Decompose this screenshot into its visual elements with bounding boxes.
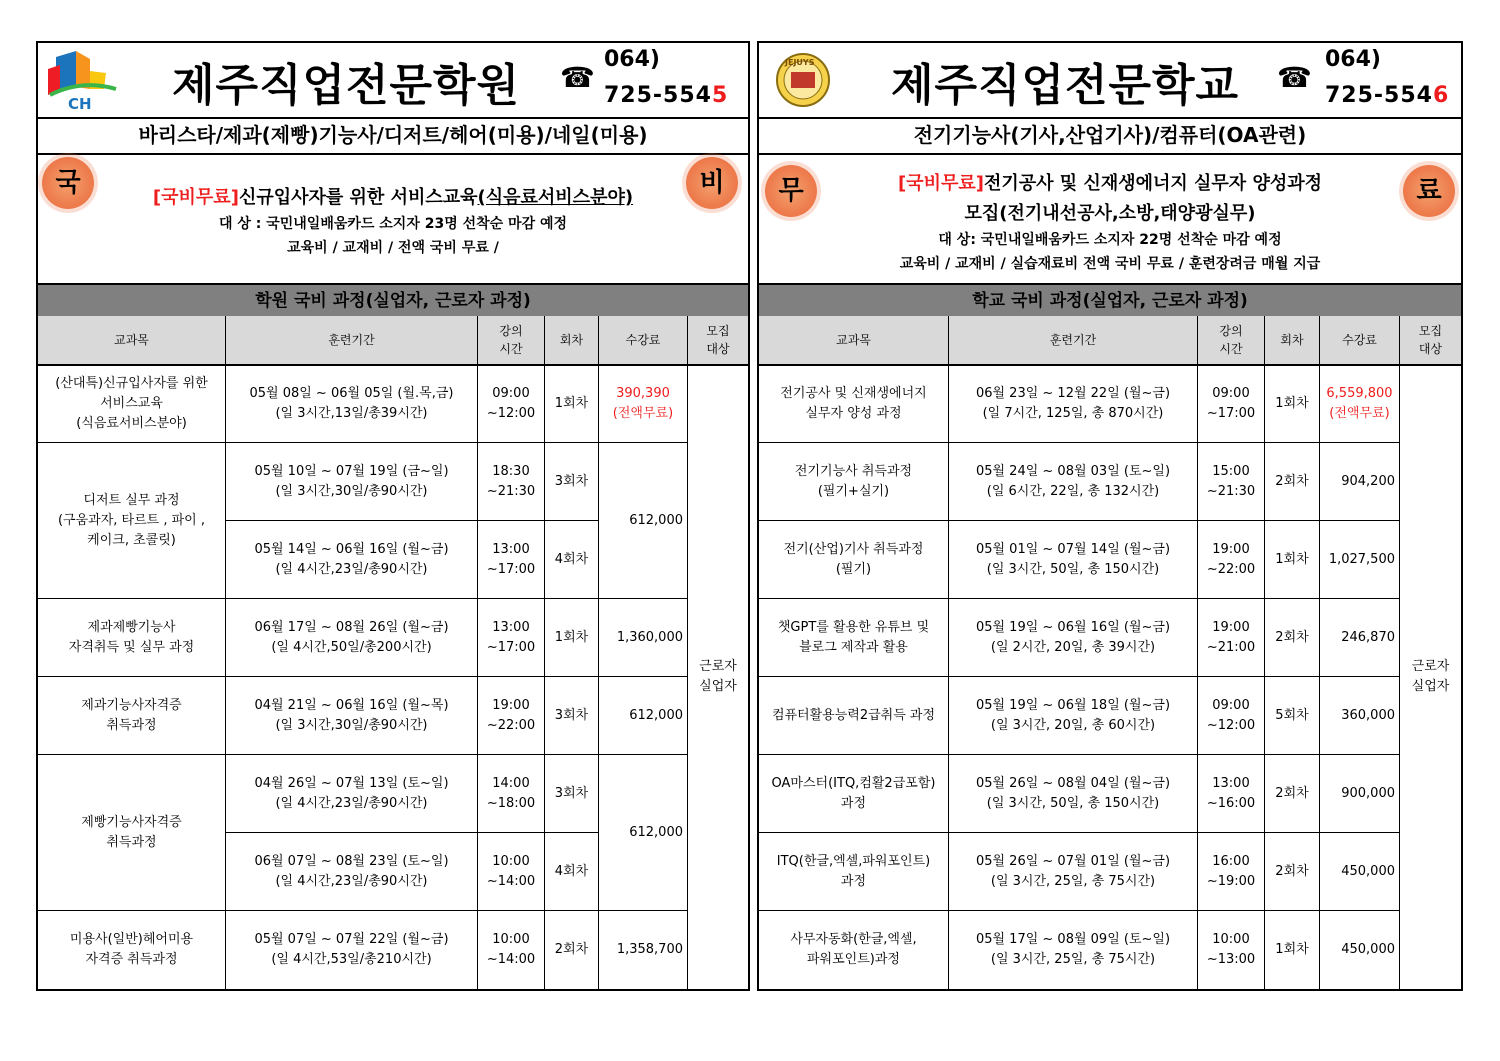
class-time: 19:00 ~22:00 xyxy=(478,677,545,755)
recruit-target: 근로자 실업자 xyxy=(1411,659,1450,694)
school-header xyxy=(759,43,1461,119)
training-period: 05월 19일 ~ 06월 18일 (월~금) (일 3시간, 20일, 총 60시간) xyxy=(949,677,1198,755)
course-name: 챗GPT를 활용한 유튜브 및 블로그 제작과 활용 xyxy=(759,599,949,677)
class-time: 13:00 ~16:00 xyxy=(1198,755,1265,833)
course-name: OA마스터(ITQ,컴활2급포함) 과정 xyxy=(759,755,949,833)
round: 2회차 xyxy=(1265,443,1320,521)
course-name: 전기(산업)기사 취득과정 (필기) xyxy=(759,521,949,599)
round: 5회차 xyxy=(1265,677,1320,755)
col-round: 회차 xyxy=(1265,316,1320,364)
course-name: 제과기능사자격증 취득과정 xyxy=(38,677,226,755)
class-time: 09:00 ~17:00 xyxy=(1198,365,1265,443)
class-time: 18:30 ~21:30 xyxy=(478,443,545,521)
promo-target: 대 상: 국민내일배움카드 소지자 22명 선착순 마감 예정 xyxy=(938,232,1282,248)
col-fee: 수강료 xyxy=(1320,316,1400,364)
round: 4회차 xyxy=(545,521,599,599)
round: 4회차 xyxy=(545,833,599,911)
class-time: 13:00 ~17:00 xyxy=(478,521,545,599)
class-time: 14:00 ~18:00 xyxy=(478,755,545,833)
col-round: 회차 xyxy=(545,316,599,364)
round: 2회차 xyxy=(1265,833,1320,911)
svg-text:CH: CH xyxy=(68,95,92,111)
school-promo xyxy=(759,153,1461,283)
academy-column-headers xyxy=(38,316,748,366)
course-name: 사무자동화(한글,엑셀, 파워포인트)과정 xyxy=(759,911,949,989)
training-period: 05월 19일 ~ 06월 16일 (월~금) (일 2시간, 20일, 총 39시간) xyxy=(949,599,1198,677)
ch-logo xyxy=(46,49,118,111)
school-panel xyxy=(757,41,1463,991)
burst-badge-left: 국 xyxy=(42,157,94,209)
tuition-fee: 6,559,800 (전액무료) xyxy=(1320,365,1400,443)
academy-subtitle: 바리스타/제과(제빵)기능사/디저트/헤어(미용)/네일(미용) xyxy=(38,117,748,155)
training-period: 05월 14일 ~ 06월 16일 (월~금) (일 4시간,23일/총90시간) xyxy=(226,521,478,599)
tuition-fee: 612,000 xyxy=(599,755,688,911)
burst-badge-right: 비 xyxy=(686,157,738,209)
tuition-fee: 450,000 xyxy=(1320,911,1400,989)
jejuys-emblem-logo xyxy=(767,49,839,111)
promo-subline: 모집(전기내선공사,소방,태양광실무) xyxy=(964,203,1256,224)
col-time: 강의 시간 xyxy=(1198,316,1265,364)
tuition-fee: 450,000 xyxy=(1320,833,1400,911)
class-time: 09:00 ~12:00 xyxy=(478,365,545,443)
training-period: 04월 21일 ~ 06월 16일 (월~목) (일 3시간,30일/총90시간) xyxy=(226,677,478,755)
tuition-fee: 904,200 xyxy=(1320,443,1400,521)
phone-number: 725-5545 xyxy=(604,83,729,108)
training-period: 05월 01일 ~ 07월 14일 (월~금) (일 3시간, 50일, 총 150시간) xyxy=(949,521,1198,599)
training-period: 06월 23일 ~ 12월 22일 (월~금) (일 7시간, 125일, 총 870시간) xyxy=(949,365,1198,443)
round: 3회차 xyxy=(545,443,599,521)
promo-headline: [국비무료]신규입사자를 위한 서비스교육(식음료서비스분야) xyxy=(152,187,634,208)
academy-header xyxy=(38,43,748,119)
tuition-fee: 1,360,000 xyxy=(599,599,688,677)
training-period: 05월 08일 ~ 06월 05일 (월.목,금) (일 3시간,13일/총39시간) xyxy=(226,365,478,443)
burst-badge-left: 무 xyxy=(765,165,817,217)
col-target: 모집 대상 xyxy=(706,324,730,356)
class-time: 10:00 ~13:00 xyxy=(1198,911,1265,989)
class-time: 09:00 ~12:00 xyxy=(1198,677,1265,755)
col-time: 강의 시간 xyxy=(478,316,545,364)
phone-number: 725-5546 xyxy=(1325,83,1450,108)
course-name: (산대특)신규입사자를 위한 서비스교육 (식음료서비스분야) xyxy=(38,365,226,443)
svg-text:JEJUYS: JEJUYS xyxy=(785,58,815,67)
col-period: 훈련기간 xyxy=(226,316,478,364)
tuition-fee: 246,870 xyxy=(1320,599,1400,677)
tuition-fee: 390,390 (전액무료) xyxy=(599,365,688,443)
training-period: 05월 17일 ~ 08월 09일 (토~일) (일 3시간, 25일, 총 75시간) xyxy=(949,911,1198,989)
col-course: 교과목 xyxy=(759,316,949,364)
col-target: 모집 대상 xyxy=(1418,324,1443,356)
round: 1회차 xyxy=(545,599,599,677)
col-course: 교과목 xyxy=(38,316,226,364)
class-time: 19:00 ~22:00 xyxy=(1198,521,1265,599)
class-time: 10:00 ~14:00 xyxy=(478,833,545,911)
training-period: 05월 10일 ~ 07월 19일 (금~일) (일 3시간,30일/총90시간) xyxy=(226,443,478,521)
promo-cost: 교육비 / 교재비 / 전액 국비 무료 / xyxy=(287,240,499,256)
promo-cost: 교육비 / 교재비 / 실습재료비 전액 국비 무료 / 훈련장려금 매월 지급 xyxy=(899,256,1321,272)
training-period: 05월 07일 ~ 07월 22일 (월~금) (일 4시간,53일/총210시간) xyxy=(226,911,478,989)
academy-panel xyxy=(36,41,750,991)
phone-area: 064) xyxy=(1325,47,1381,72)
class-time: 15:00 ~21:30 xyxy=(1198,443,1265,521)
round: 1회차 xyxy=(545,365,599,443)
promo-headline: [국비무료]전기공사 및 신재생에너지 실무자 양성과정 xyxy=(897,173,1323,194)
school-section-title: 학교 국비 과정(실업자, 근로자 과정) xyxy=(759,283,1461,318)
course-name: 전기기능사 취득과정 (필기+실기) xyxy=(759,443,949,521)
round: 2회차 xyxy=(545,911,599,989)
col-period: 훈련기간 xyxy=(949,316,1198,364)
col-fee: 수강료 xyxy=(599,316,688,364)
class-time: 19:00 ~21:00 xyxy=(1198,599,1265,677)
round: 2회차 xyxy=(1265,755,1320,833)
round: 3회차 xyxy=(545,755,599,833)
training-period: 05월 24일 ~ 08월 03일 (토~일) (일 6시간, 22일, 총 132시간) xyxy=(949,443,1198,521)
phone-area: 064) xyxy=(604,47,660,72)
school-title: 제주직업전문학교 xyxy=(891,60,1240,111)
tuition-fee: 360,000 xyxy=(1320,677,1400,755)
course-name: 제빵기능사자격증 취득과정 xyxy=(38,755,226,911)
tuition-fee: 1,358,700 xyxy=(599,911,688,989)
tuition-fee: 900,000 xyxy=(1320,755,1400,833)
phone-icon: ☎ xyxy=(1277,61,1312,94)
school-column-headers xyxy=(759,316,1461,366)
round: 2회차 xyxy=(1265,599,1320,677)
round: 1회차 xyxy=(1265,521,1320,599)
training-period: 04월 26일 ~ 07월 13일 (토~일) (일 4시간,23일/총90시간) xyxy=(226,755,478,833)
academy-section-title: 학원 국비 과정(실업자, 근로자 과정) xyxy=(38,283,748,318)
tuition-fee: 1,027,500 xyxy=(1320,521,1400,599)
tuition-fee: 612,000 xyxy=(599,443,688,599)
tuition-fee: 612,000 xyxy=(599,677,688,755)
training-period: 06월 17일 ~ 08월 26일 (월~금) (일 4시간,50일/총200시간) xyxy=(226,599,478,677)
course-name: ITQ(한글,엑셀,파워포인트) 과정 xyxy=(759,833,949,911)
training-period: 05월 26일 ~ 08월 04일 (월~금) (일 3시간, 50일, 총 150시간) xyxy=(949,755,1198,833)
promo-target: 대 상 : 국민내일배움카드 소지자 23명 선착순 마감 예정 xyxy=(218,216,568,232)
round: 1회차 xyxy=(1265,911,1320,989)
course-name: 컴퓨터활용능력2급취득 과정 xyxy=(759,677,949,755)
course-name: 미용사(일반)헤어미용 자격증 취득과정 xyxy=(38,911,226,989)
course-name: 디저트 실무 과정 (구움과자, 타르트 , 파이 , 케이크, 초콜릿) xyxy=(38,443,226,599)
academy-title: 제주직업전문학원 xyxy=(172,60,521,111)
recruit-target: 근로자 실업자 xyxy=(699,659,737,694)
academy-promo xyxy=(38,153,748,283)
training-period: 06월 07일 ~ 08월 23일 (토~일) (일 4시간,23일/총90시간) xyxy=(226,833,478,911)
course-name: 전기공사 및 신재생에너지 실무자 양성 과정 xyxy=(759,365,949,443)
class-time: 16:00 ~19:00 xyxy=(1198,833,1265,911)
training-period: 05월 26일 ~ 07월 01일 (월~금) (일 3시간, 25일, 총 75시간) xyxy=(949,833,1198,911)
burst-badge-right: 료 xyxy=(1403,165,1455,217)
phone-icon: ☎ xyxy=(560,61,595,94)
class-time: 13:00 ~17:00 xyxy=(478,599,545,677)
round: 3회차 xyxy=(545,677,599,755)
school-subtitle: 전기기능사(기사,산업기사)/컴퓨터(OA관련) xyxy=(759,117,1461,155)
course-name: 제과제빵기능사 자격취득 및 실무 과정 xyxy=(38,599,226,677)
class-time: 10:00 ~14:00 xyxy=(478,911,545,989)
round: 1회차 xyxy=(1265,365,1320,443)
